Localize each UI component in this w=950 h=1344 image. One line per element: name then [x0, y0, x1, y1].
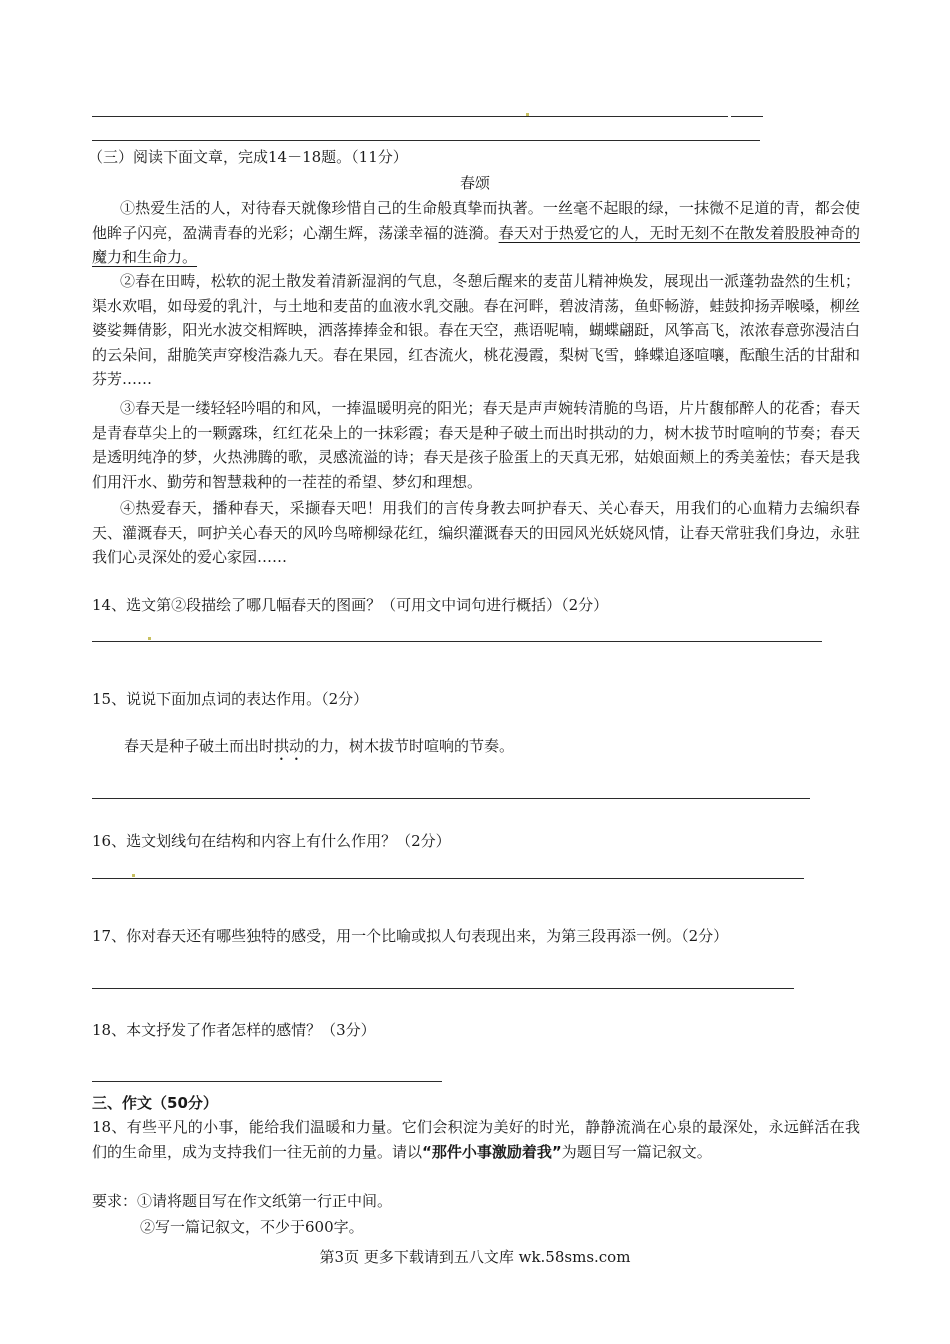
- answer-line-q14[interactable]: [92, 641, 822, 642]
- answer-line-top-1: [92, 116, 728, 117]
- question-18: 18、本文抒发了作者怎样的感情？（3分）: [92, 1021, 376, 1039]
- paragraph-3: [92, 396, 860, 494]
- q15-emphasized-word: 拱动: [274, 737, 305, 755]
- marker-dot: [148, 637, 151, 640]
- composition-requirement-1: 要求：①请将题目写在作文纸第一行正中间。: [92, 1192, 393, 1210]
- article-title: 春颂: [459, 174, 490, 192]
- question-15-sentence: [124, 737, 514, 764]
- question-15: 15、说说下面加点词的表达作用。（2分）: [92, 690, 369, 708]
- composition-prompt-b: 为题目写一篇记叙文。: [561, 1142, 712, 1161]
- composition-heading: 三、作文（50分）: [92, 1094, 218, 1112]
- paragraph-4: [92, 496, 860, 570]
- section3-heading: （三）阅读下面文章，完成14－18题。（11分）: [88, 148, 408, 166]
- composition-prompt-a: 18、有些平凡的小事，能给我们温暖和力量。它们会积淀为美好的时光，静静流淌在心泉的最深处，永远鲜活在我们的生命里，成为支持我们一往无前的力量。请以: [92, 1118, 860, 1161]
- paragraph-2-text: ②春在田畴，松软的泥土散发着清新湿润的气息，冬憩后醒来的麦苗儿精神焕发，展现出一派蓬勃盎然的生机；渠水欢唱，如母爱的乳汁，与土地和麦苗的血液水乳交融。春在河畔，碧波清荡，鱼虾畅游，蛙鼓抑扬弄喉嗓，柳丝婆娑舞倩影，阳光水波交相辉映，洒落捧捧金和银。春在天空，燕语呢喃，蝴蝶翩跹，风筝高飞，浓浓春意弥漫洁白的云朵间，甜脆笑声穿梭浩淼九天。春在果园，红杏流火，桃花漫霞，梨树飞雪，蜂蝶追逐喧嚷，酝酿生活的甘甜和芬芳……: [92, 272, 860, 389]
- paragraph-2: [92, 269, 860, 392]
- question-17: 17、你对春天还有哪些独特的感受，用一个比喻或拟人句表现出来，为第三段再添一例。（2分）: [92, 927, 729, 945]
- composition-prompt: [92, 1115, 860, 1164]
- paragraph-1-text: ①热爱生活的人，对待春天就像珍惜自己的生命般真挚而执著。一丝毫不起眼的绿，一抹微不足道的青，都会使他眸子闪亮，盈满青春的光彩；心潮生辉，荡漾幸福的涟漪。: [92, 199, 860, 242]
- paragraph-1: [92, 196, 860, 270]
- marker-dot: [526, 113, 529, 116]
- paragraph-3-text: ③春天是一缕轻轻吟唱的和风，一捧温暖明亮的阳光；春天是声声婉转清脆的鸟语，片片馥郁醉人的花香；春天是青春草尖上的一颗露珠，红红花朵上的一抹彩霞；春天是种子破土而出时拱动的力，树木拔节时喧响的节奏；春天是透明纯净的梦，火热沸腾的歌，灵感流溢的诗；春天是孩子脸蛋上的天真无邪，姑娘面颊上的秀美羞怯；春天是我们用汗水、勤劳和智慧栽种的一茬茬的希望、梦幻和理想。: [92, 399, 860, 491]
- composition-requirement-2: ②写一篇记叙文，不少于600字。: [140, 1218, 364, 1236]
- question-14: 14、选文第②段描绘了哪几幅春天的图画？（可用文中词句进行概括）（2分）: [92, 596, 609, 614]
- q15-sentence-part-a: 春天是种子破土而出时: [124, 737, 275, 755]
- answer-line-top-1-tail: [731, 116, 763, 117]
- marker-dot: [132, 874, 135, 877]
- page-footer: 第3页 更多下载请到五八文库 wk.58sms.com: [319, 1248, 631, 1266]
- q15-sentence-part-b: 的力，树木拔节时喧响的节奏。: [304, 737, 515, 755]
- answer-line-q15[interactable]: [92, 798, 810, 799]
- paragraph-4-text: ④热爱春天，播种春天，采撷春天吧！用我们的言传身教去呵护春天、关心春天，用我们的心血精力去编织春天、灌溉春天，呵护关心春天的风吟鸟啼柳绿花红，编织灌溉春天的田园风光妖娆风情，让春天常驻我们身边，永驻我们心灵深处的爱心家园……: [92, 499, 860, 567]
- underlined-sentence: 春天对于热爱它的人，无时无刻不在散发着股股神奇的魔力和生命力。: [92, 223, 860, 267]
- answer-line-top-2: [92, 140, 760, 141]
- answer-line-q16[interactable]: [92, 878, 804, 879]
- answer-line-q18[interactable]: [92, 1081, 442, 1082]
- answer-line-q17[interactable]: [92, 988, 794, 989]
- question-16: 16、选文划线句在结构和内容上有什么作用？（2分）: [92, 832, 451, 850]
- composition-title: “那件小事激励着我”: [422, 1142, 562, 1161]
